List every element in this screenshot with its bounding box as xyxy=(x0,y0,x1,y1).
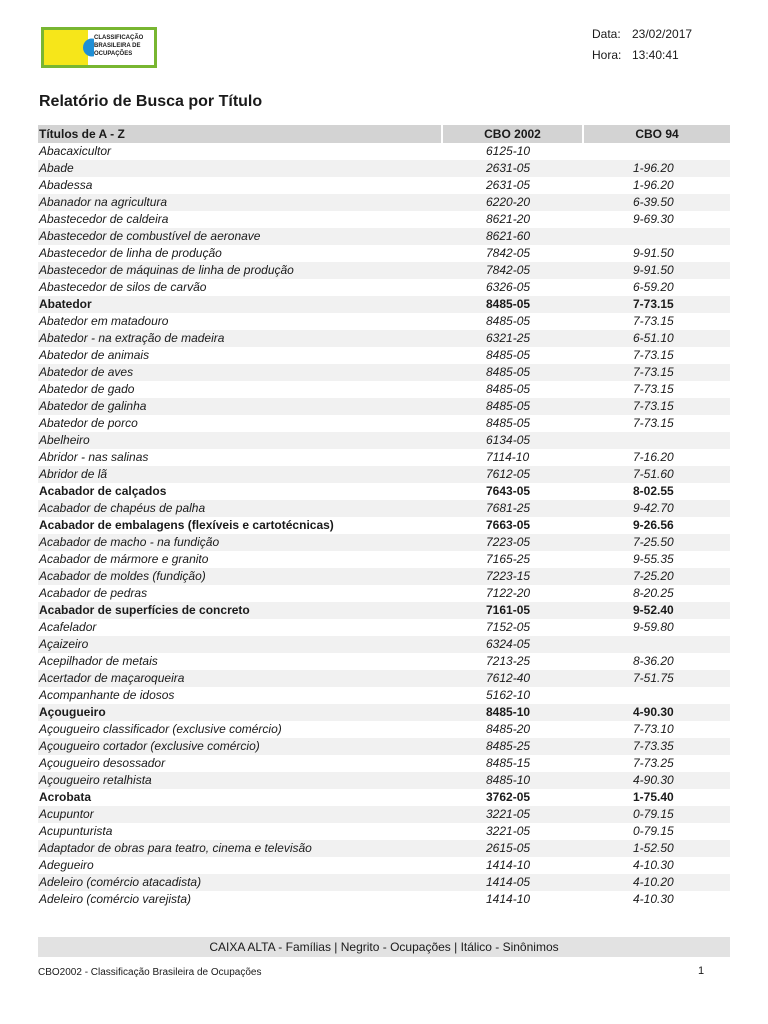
table-row xyxy=(38,738,730,755)
table-row xyxy=(38,636,730,653)
row-title: Acompanhante de idosos xyxy=(39,688,175,702)
row-title: Abatedor de animais xyxy=(39,348,150,362)
row-cbo2002: 8621-20 xyxy=(486,212,531,226)
row-cbo2002: 3762-05 xyxy=(486,790,531,804)
table-row xyxy=(38,670,730,687)
row-cbo94: 9-91.50 xyxy=(633,263,674,277)
report-date xyxy=(592,27,692,41)
row-title: Acabador de mármore e granito xyxy=(39,552,209,566)
row-cbo94: 8-02.55 xyxy=(633,484,674,498)
table-row xyxy=(38,500,730,517)
cbo-logo xyxy=(41,27,157,68)
row-cbo2002: 7161-05 xyxy=(486,603,531,617)
table-row xyxy=(38,330,730,347)
row-cbo2002: 7122-20 xyxy=(486,586,531,600)
row-cbo94: 4-10.20 xyxy=(633,875,674,889)
row-cbo2002: 1414-10 xyxy=(486,892,531,906)
table-row xyxy=(38,755,730,772)
time-label: Hora: xyxy=(592,48,622,62)
row-cbo2002: 8485-15 xyxy=(486,756,531,770)
row-cbo2002: 8485-20 xyxy=(486,722,531,736)
row-cbo94: 9-55.35 xyxy=(633,552,674,566)
row-title: Abadessa xyxy=(39,178,93,192)
row-title: Abelheiro xyxy=(39,433,90,447)
row-cbo94: 7-73.25 xyxy=(633,756,674,770)
table-row xyxy=(38,517,730,534)
row-title: Açougueiro xyxy=(39,705,106,719)
row-cbo94: 1-75.40 xyxy=(633,790,674,804)
table-header xyxy=(38,125,730,143)
row-cbo94: 7-73.15 xyxy=(633,297,674,311)
row-cbo94: 4-90.30 xyxy=(633,773,674,787)
date-value: 23/02/2017 xyxy=(632,27,693,41)
row-cbo94: 6-39.50 xyxy=(633,195,674,209)
row-cbo94: 6-51.10 xyxy=(633,331,674,345)
table-row xyxy=(38,245,730,262)
table-row xyxy=(38,177,730,194)
date-label: Data: xyxy=(592,27,621,41)
row-cbo94: 0-79.15 xyxy=(633,824,674,838)
row-title: Adaptador de obras para teatro, cinema e televisão xyxy=(39,841,312,855)
row-title: Abastecedor de caldeira xyxy=(39,212,169,226)
table-row xyxy=(38,551,730,568)
table-row xyxy=(38,160,730,177)
row-title: Açougueiro retalhista xyxy=(39,773,152,787)
occupation-table xyxy=(38,143,730,908)
table-row xyxy=(38,194,730,211)
row-cbo2002: 6125-10 xyxy=(486,144,531,158)
row-cbo2002: 7165-25 xyxy=(486,552,531,566)
page-title: Relatório de Busca por Título xyxy=(39,93,263,110)
row-cbo2002: 6326-05 xyxy=(486,280,531,294)
row-cbo2002: 7681-25 xyxy=(486,501,531,515)
logo-text: CLASSIFICAÇÃO BRASILEIRA DE OCUPAÇÕES xyxy=(94,35,144,57)
row-cbo2002: 7114-10 xyxy=(486,450,530,464)
row-title: Abastecedor de silos de carvão xyxy=(39,280,207,294)
table-row xyxy=(38,143,730,160)
row-cbo2002: 7663-05 xyxy=(486,518,531,532)
row-title: Açougueiro desossador xyxy=(39,756,166,770)
row-title: Acabador de embalagens (flexíveis e cartotécnicas) xyxy=(39,518,334,532)
header-titles: Títulos de A - Z xyxy=(38,125,441,143)
row-cbo2002: 8485-05 xyxy=(486,297,531,311)
row-cbo2002: 6321-25 xyxy=(486,331,531,345)
row-cbo94: 7-51.75 xyxy=(633,671,674,685)
row-cbo94: 7-73.15 xyxy=(633,382,674,396)
row-cbo94: 8-36.20 xyxy=(633,654,674,668)
table-row xyxy=(38,823,730,840)
row-cbo2002: 8485-05 xyxy=(486,365,531,379)
row-cbo2002: 8485-10 xyxy=(486,773,531,787)
table-row xyxy=(38,279,730,296)
row-cbo94: 9-69.30 xyxy=(633,212,674,226)
row-cbo94: 9-91.50 xyxy=(633,246,674,260)
table-row xyxy=(38,585,730,602)
table-row xyxy=(38,381,730,398)
table-row xyxy=(38,891,730,908)
row-cbo2002: 8485-05 xyxy=(486,314,531,328)
row-cbo2002: 7842-05 xyxy=(486,246,531,260)
row-title: Abacaxicultor xyxy=(39,144,112,158)
row-cbo94: 1-96.20 xyxy=(633,161,674,175)
row-cbo94: 6-59.20 xyxy=(633,280,674,294)
row-cbo94: 4-10.30 xyxy=(633,892,674,906)
row-title: Adeleiro (comércio varejista) xyxy=(39,892,192,906)
table-row xyxy=(38,398,730,415)
row-cbo94: 1-96.20 xyxy=(633,178,674,192)
row-cbo2002: 7213-25 xyxy=(486,654,531,668)
row-title: Acabador de calçados xyxy=(39,484,167,498)
page-number: 1 xyxy=(698,965,705,977)
row-cbo2002: 2631-05 xyxy=(486,178,531,192)
row-cbo2002: 6324-05 xyxy=(486,637,531,651)
table-row xyxy=(38,262,730,279)
row-cbo2002: 8485-05 xyxy=(486,348,531,362)
row-cbo94: 9-59.80 xyxy=(633,620,674,634)
row-cbo94: 7-73.35 xyxy=(633,739,674,753)
row-cbo94: 4-10.30 xyxy=(633,858,674,872)
row-title: Abatedor - na extração de madeira xyxy=(39,331,225,345)
row-cbo2002: 7223-05 xyxy=(486,535,531,549)
table-row xyxy=(38,602,730,619)
row-cbo2002: 3221-05 xyxy=(486,824,531,838)
row-cbo2002: 3221-05 xyxy=(486,807,531,821)
row-cbo94: 7-73.15 xyxy=(633,416,674,430)
row-title: Acabador de superfícies de concreto xyxy=(39,603,250,617)
row-cbo2002: 7223-15 xyxy=(486,569,531,583)
row-cbo94: 0-79.15 xyxy=(633,807,674,821)
row-cbo94: 7-73.15 xyxy=(633,399,674,413)
row-title: Acabador de pedras xyxy=(39,586,148,600)
row-cbo2002: 7612-40 xyxy=(486,671,531,685)
row-cbo2002: 5162-10 xyxy=(486,688,531,702)
legend-bar: CAIXA ALTA - Famílias | Negrito - Ocupações | Itálico - Sinônimos xyxy=(38,937,730,957)
table-row xyxy=(38,840,730,857)
table-row xyxy=(38,228,730,245)
row-cbo2002: 8485-10 xyxy=(486,705,531,719)
row-title: Abastecedor de máquinas de linha de produção xyxy=(39,263,294,277)
table-row xyxy=(38,874,730,891)
table-row xyxy=(38,415,730,432)
row-cbo2002: 8621-60 xyxy=(486,229,531,243)
row-cbo2002: 1414-10 xyxy=(486,858,531,872)
row-title: Abatedor de galinha xyxy=(39,399,147,413)
row-title: Abatedor de gado xyxy=(39,382,135,396)
table-row xyxy=(38,211,730,228)
row-cbo2002: 8485-05 xyxy=(486,399,531,413)
row-title: Abatedor de aves xyxy=(39,365,134,379)
row-title: Acupunturista xyxy=(39,824,113,838)
row-cbo94: 8-20.25 xyxy=(633,586,674,600)
logo-flag-emblem xyxy=(44,30,88,65)
row-cbo2002: 8485-05 xyxy=(486,382,531,396)
table-row xyxy=(38,687,730,704)
row-title: Abastecedor de linha de produção xyxy=(39,246,222,260)
row-title: Adegueiro xyxy=(39,858,94,872)
row-cbo94: 7-25.20 xyxy=(633,569,674,583)
table-row xyxy=(38,449,730,466)
table-row xyxy=(38,568,730,585)
table-row xyxy=(38,721,730,738)
row-title: Abatedor de porco xyxy=(39,416,138,430)
row-title: Abridor de lã xyxy=(39,467,108,481)
row-cbo2002: 7152-05 xyxy=(486,620,531,634)
row-title: Acabador de macho - na fundição xyxy=(39,535,220,549)
row-title: Abatedor em matadouro xyxy=(39,314,169,328)
row-cbo2002: 8485-25 xyxy=(486,739,531,753)
row-cbo94: 9-52.40 xyxy=(633,603,674,617)
table-row xyxy=(38,789,730,806)
row-title: Acabador de chapéus de palha xyxy=(39,501,206,515)
row-title: Abatedor xyxy=(39,297,92,311)
row-cbo94: 4-90.30 xyxy=(633,705,674,719)
row-cbo2002: 2615-05 xyxy=(486,841,531,855)
row-cbo94: 9-26.56 xyxy=(633,518,674,532)
row-cbo2002: 8485-05 xyxy=(486,416,531,430)
header-cbo2002: CBO 2002 xyxy=(443,125,582,143)
row-cbo2002: 1414-05 xyxy=(486,875,531,889)
table-row xyxy=(38,483,730,500)
row-cbo2002: 6220-20 xyxy=(486,195,531,209)
row-title: Abastecedor de combustível de aeronave xyxy=(39,229,261,243)
row-cbo94: 7-16.20 xyxy=(633,450,674,464)
row-cbo2002: 6134-05 xyxy=(486,433,531,447)
row-cbo94: 9-42.70 xyxy=(633,501,674,515)
table-row xyxy=(38,857,730,874)
row-title: Acepilhador de metais xyxy=(39,654,158,668)
row-title: Abridor - nas salinas xyxy=(39,450,149,464)
row-title: Acrobata xyxy=(39,790,92,804)
table-row xyxy=(38,653,730,670)
row-cbo94: 7-73.15 xyxy=(633,314,674,328)
row-title: Acabador de moldes (fundição) xyxy=(39,569,206,583)
row-title: Acertador de maçaroqueira xyxy=(39,671,185,685)
row-cbo2002: 7842-05 xyxy=(486,263,531,277)
row-title: Abanador na agricultura xyxy=(39,195,168,209)
header-cbo94: CBO 94 xyxy=(584,125,730,143)
row-title: Acafelador xyxy=(39,620,97,634)
footer-text: CBO2002 - Classificação Brasileira de Ocupações xyxy=(38,967,262,978)
row-cbo94: 7-51.60 xyxy=(633,467,674,481)
time-value: 13:40:41 xyxy=(632,48,679,62)
table-row xyxy=(38,806,730,823)
row-cbo2002: 2631-05 xyxy=(486,161,531,175)
table-row xyxy=(38,347,730,364)
row-title: Açougueiro cortador (exclusive comércio) xyxy=(39,739,260,753)
row-cbo94: 1-52.50 xyxy=(633,841,674,855)
table-row xyxy=(38,466,730,483)
table-row xyxy=(38,534,730,551)
table-row xyxy=(38,364,730,381)
row-title: Acupuntor xyxy=(39,807,94,821)
row-cbo2002: 7643-05 xyxy=(486,484,531,498)
row-title: Adeleiro (comércio atacadista) xyxy=(39,875,202,889)
table-row xyxy=(38,313,730,330)
table-row xyxy=(38,619,730,636)
row-title: Abade xyxy=(39,161,74,175)
row-title: Açougueiro classificador (exclusive comércio) xyxy=(39,722,282,736)
row-cbo94: 7-73.15 xyxy=(633,348,674,362)
row-cbo94: 7-73.15 xyxy=(633,365,674,379)
row-cbo94: 7-25.50 xyxy=(633,535,674,549)
report-time xyxy=(592,48,679,62)
table-row xyxy=(38,432,730,449)
row-title: Açaizeiro xyxy=(39,637,89,651)
table-row xyxy=(38,704,730,721)
table-row xyxy=(38,772,730,789)
table-row xyxy=(38,296,730,313)
row-cbo2002: 7612-05 xyxy=(486,467,531,481)
row-cbo94: 7-73.10 xyxy=(633,722,674,736)
